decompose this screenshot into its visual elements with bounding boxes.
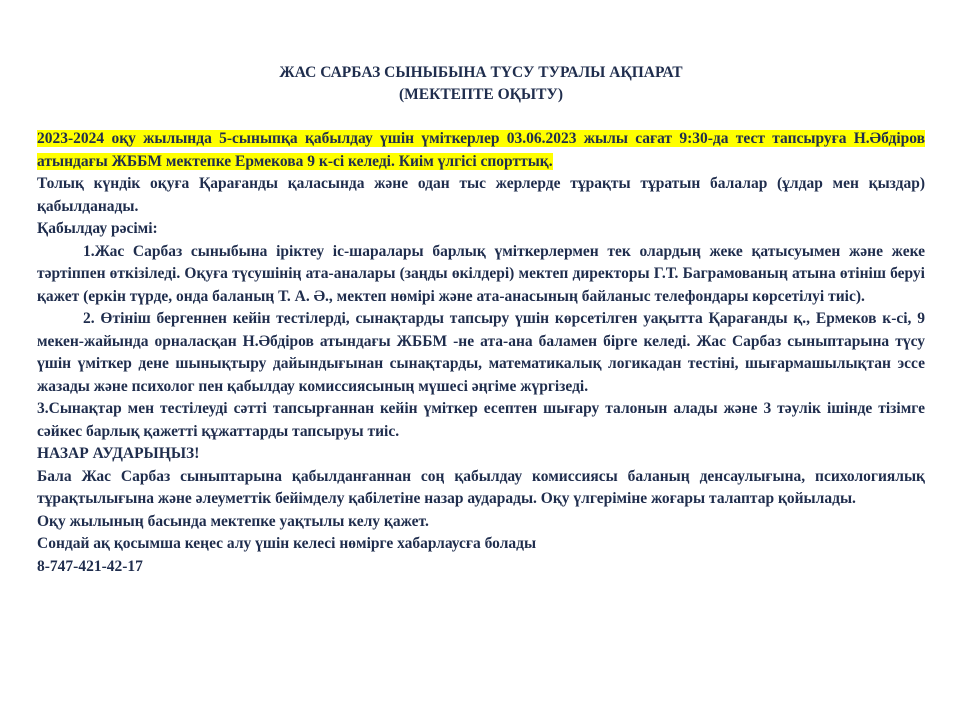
procedure-item-3: 3.Сынақтар мен тестілеуді сәтті тапсырғаннан кейін үміткер есептен шығару талонын алады және 3 тәулік ішінде тізімге сәйкес барлық қажетті құжаттарды тапсыруы тиіс. [37,400,925,440]
spacer [37,106,925,128]
highlighted-text: 2023-2024 оқу жылында 5-сыныпқа қабылдау үшін үміткерлер 03.06.2023 жылы сағат 9:30-да тест тапсыруға Н.Әбдіров атындағы ЖББМ мектепке Ермекова 9 к-сі келеді. Киім үлгісі спорттық. [37,130,925,170]
contact-note: Сондай ақ қосымша кеңес алу үшін келесі нөмірге хабарлаусға болады [37,535,537,552]
document-page [37,62,925,578]
admission-paragraph: Толық күндік оқуға Қарағанды қаласында және одан тыс жерлерде тұрақты тұратын балалар (ұлдар мен қыздар) қабылданады. [37,175,925,215]
highlighted-exam-notice [37,128,925,173]
attention-text: Бала Жас Сарбаз сыныптарына қабылданғаннан соң қабылдау комиссиясы баланың денсаулығына, психологиялық тұрақтылығына және әлеуметтік бейімделу қабілетіне назар аударады. Оқу үлгеріміне жоғары талаптар қойылады. [37,467,925,507]
procedure-heading: Қабылдау рәсімі: [37,220,158,237]
document-title-line-2: (МЕКТЕПТЕ ОҚЫТУ) [398,86,564,103]
phone-number: 8-747-421-42-17 [37,557,143,575]
procedure-item-2: 2. Өтініш бергеннен кейін тестілерді, сынақтарды тапсыру үшін көрсетілген уақытта Қарағанды қ., Ермеков к-сі, 9 мекен-жайында орналасқан Н.Әбдіров атындағы ЖББМ -не ата-ана баламен бірге келеді. Жас Сарбаз сыныптарына түсу үшін үміткер дене шынықтыру дайындығынан сынақтарды, математикалық логикадан тестіні, шығармашылықтан эссе жазады және психолог пен қабылдау комиссиясының мүшесі әңгіме жүргізеді. [37,310,925,395]
attention-heading: НАЗАР АУДАРЫҢЫЗ! [37,445,200,462]
procedure-item-1: 1.Жас Сарбаз сыныбына іріктеу іс-шаралары барлық үміткерлермен тек олардың жеке қатысуымен және жеке тәртіппен өткізіледі. Оқуға түсушінің ата-аналары (заңды өкілдері) мектеп директоры Г.Т. Баграмованың атына өтініш беруі қажет (еркін түрде, онда баланың Т. А. Ә., мектеп нөмірі және ата-анасының байланыс телефондары көрсетілуі тиіс). [37,242,925,305]
document-title-line-1: ЖАС САРБАЗ СЫНЫБЫНА ТҮСУ ТУРАЛЫ АҚПАРАТ [279,64,683,81]
punctuality-note: Оқу жылының басында мектепке уақтылы келу қажет. [37,512,429,530]
